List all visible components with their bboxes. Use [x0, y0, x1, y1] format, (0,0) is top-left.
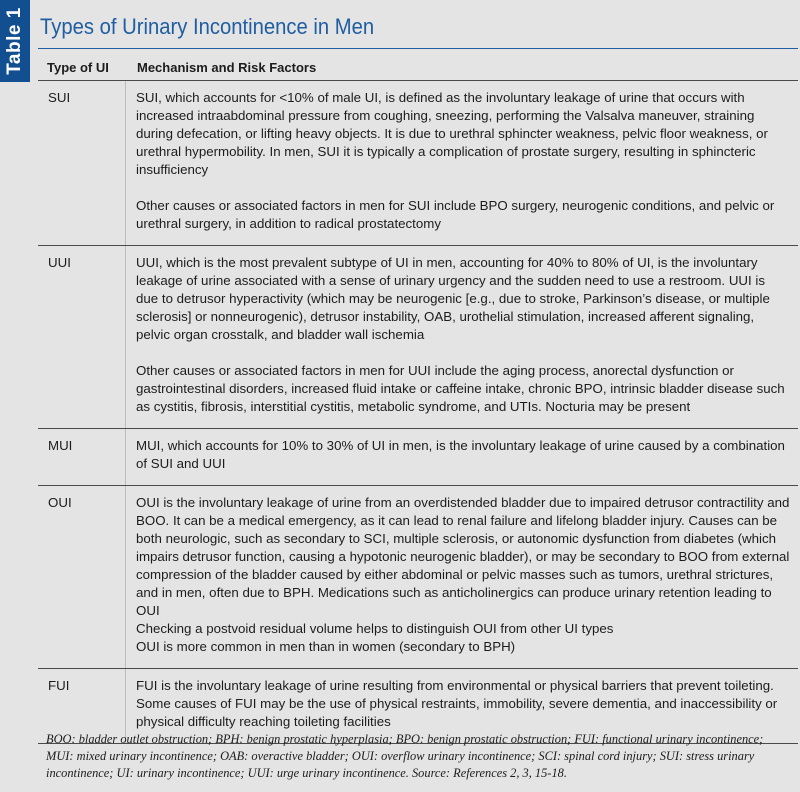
row-type-cell: UUI — [48, 255, 71, 270]
row-type-cell: OUI — [48, 495, 72, 510]
column-header-mechanism: Mechanism and Risk Factors — [137, 60, 317, 75]
row-type-cell: SUI — [48, 90, 71, 105]
table-title: Types of Urinary Incontinence in Men — [40, 14, 375, 39]
table-row — [38, 245, 798, 428]
table-footnote: BOO: bladder outlet obstruction; BPH: benign prostatic hyperplasia; BPO: benign prostatic obstruction; FUI: functional urinary incontinence; MUI: mixed urinary incontinence; OAB: overactive bladder; OUI: overflow urinary incontinence; SCI: spinal cord injury; SUI: stress urinary incontinence; UI: urinary incontinence; UUI: urge urinary incontinence. Source: References 2, 3, 15-18. — [46, 732, 764, 780]
description-paragraph: OUI is the involuntary leakage of urine from an overdistended bladder due to impaired detrusor contractility and BOO. It can be a medical emergency, as it can lead to renal failure and lifelong bladder injury. Causes can be both neurologic, such as secondary to SCI, multiple sclerosis, or autonomic dysfunction from diabetes (which impairs detrusor function, causing a hypotonic neurogenic bladder), or may be secondary to BOO from external compression of the bladder caused by either abdominal or pelvic masses such as tumors, urethral strictures, and in men, often due to BPH. Medications such as anticholinergics can produce urinary retention leading to OUI — [136, 495, 790, 618]
title-divider — [38, 48, 798, 49]
table-number-label: Table 1 — [4, 7, 25, 75]
table-row — [38, 485, 798, 668]
description-paragraph: SUI, which accounts for <10% of male UI, is defined as the involuntary leakage of urine that occurs with increased intraabdominal pressure from coughing, sneezing, performing the Valsalva maneuver, straining during defecation, or lifting heavy objects. It is due to urethral sphincter weakness, pelvic floor weakness, or urethral hypermobility. In men, SUI it is typically a complication of prostate surgery, resulting in sphincteric insufficiency — [136, 90, 768, 177]
table-row — [38, 80, 798, 245]
description-paragraph: Other causes or associated factors in men for UUI include the aging process, anorectal dysfunction or gastrointestinal disorders, increased fluid intake or caffeine intake, chronic BPO, intrinsic bladder disease such as cystitis, fibrosis, interstitial cystitis, metabolic syndrome, and UTIs. Nocturia may be present — [136, 363, 785, 414]
row-type-cell: MUI — [48, 438, 73, 453]
row-description-cell — [125, 81, 798, 245]
column-header-type: Type of UI — [47, 60, 109, 75]
table-number-tab — [0, 0, 30, 82]
description-paragraph: OUI is more common in men than in women (secondary to BPH) — [136, 639, 516, 654]
description-paragraph: Other causes or associated factors in men for SUI include BPO surgery, neurogenic conditions, and pelvic or urethral surgery, in addition to radical prostatectomy — [136, 198, 775, 231]
table-row — [38, 428, 798, 485]
row-type-cell: FUI — [48, 678, 70, 693]
description-paragraph: Checking a postvoid residual volume helps to distinguish OUI from other UI types — [136, 621, 614, 636]
row-description-cell — [125, 429, 798, 485]
description-paragraph: MUI, which accounts for 10% to 30% of UI in men, is the involuntary leakage of urine caused by a combination of SUI and UUI — [136, 438, 785, 471]
row-description-cell — [125, 246, 798, 428]
description-paragraph: FUI is the involuntary leakage of urine resulting from environmental or physical barriers that prevent toileting. Some causes of FUI may be the use of physical restraints, immobility, severe dementia, and inaccessibility or physical difficulty reaching toileting facilities — [136, 678, 778, 729]
description-paragraph: UUI, which is the most prevalent subtype of UI in men, accounting for 40% to 80% of UI, is the involuntary leakage of urine associated with a sense of urinary urgency and the sudden need to use a restroom. UUI is due to detrusor hyperactivity (which may be neurogenic [e.g., due to stroke, Parkinson’s disease, or multiple sclerosis] or nonneurogenic), detrusor instability, OAB, urothelial stimulation, increased afferent signaling, pelvic organ crosstalk, and bladder wall ischemia — [136, 255, 770, 342]
table-body — [38, 80, 798, 744]
row-description-cell — [125, 486, 798, 668]
